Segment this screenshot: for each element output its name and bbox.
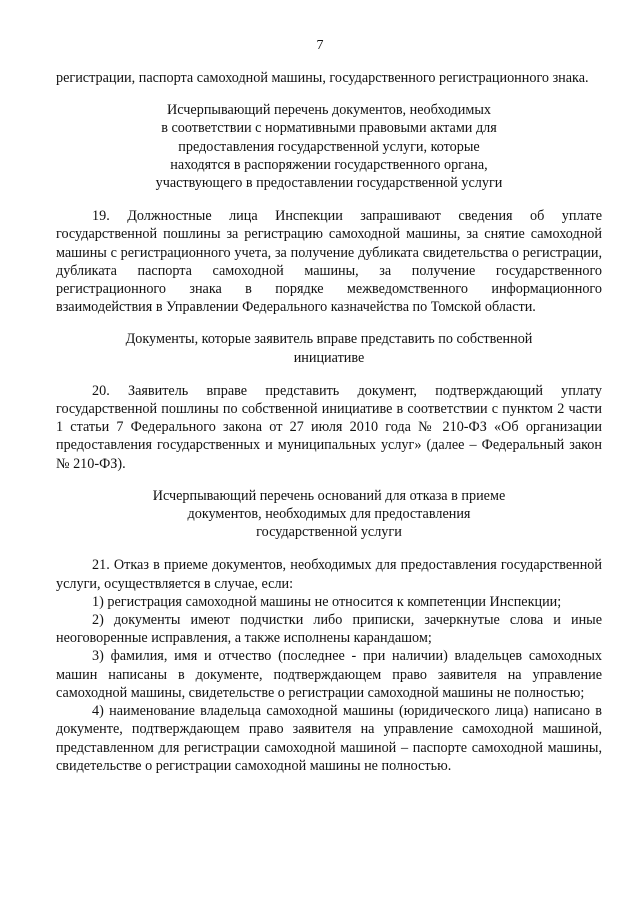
heading-line: участвующего в предоставлении государственной услуги — [155, 175, 503, 192]
list-item-21-4: 4) наименование владельца самоходной машины (юридического лица) написано в документе, подтверждающем право заявителя на управление самоходной машиной, представленном для регистрации самоходной машиной – паспорте самоходной машины, свидетельстве о регистрации самоходной машины не полностью. — [56, 703, 602, 774]
heading-line: находятся в распоряжении государственного органа, — [170, 156, 488, 173]
continuation-paragraph: регистрации, паспорта самоходной машины, государственного регистрационного знака. — [56, 70, 589, 86]
list-item-21-3: 3) фамилия, имя и отчество (последнее - при наличии) владельцев самоходных машин написаны в документе, подтверждающем право заявителя на управление самоходной машины, свидетельстве о регистрации самоходной машины не полностью; — [56, 648, 602, 701]
heading-line: документов, необходимых для предоставления — [187, 506, 471, 523]
paragraph-19: 19. Должностные лица Инспекции запрашивают сведения об уплате государственной пошлины за регистрацию самоходной машины, за снятие самоходной машины с регистрационного учета, за получение дубликата свидетельства о регистрации, дубликата паспорта самоходной машины, за получение государственного регистрационного знака в порядке межведомственного информационного взаимодействия в Управлении Федерального казначейства по Томской области. — [56, 208, 602, 316]
heading-line: в соответствии с нормативными правовыми актами для — [161, 120, 497, 137]
page-number: 7 — [316, 38, 324, 53]
paragraph-20: 20. Заявитель вправе представить документ, подтверждающий уплату государственной пошлины по собственной инициативе в соответствии с пунктом 2 части 1 статьи 7 Федерального закона от 27 июля 2010 года № 210-ФЗ «Об организации предоставления государственных и муниципальных услуг» (далее – Федеральный закон № 210-ФЗ). — [56, 382, 602, 472]
heading-line: Исчерпывающий перечень оснований для отказа в приеме — [152, 487, 506, 504]
heading-line: предоставления государственной услуги, которые — [178, 138, 480, 155]
section-heading-refusal-grounds — [76, 487, 582, 542]
section-heading-own-initiative — [76, 330, 582, 366]
heading-line: Исчерпывающий перечень документов, необходимых — [167, 102, 491, 119]
document-body — [56, 69, 602, 775]
heading-line: Документы, которые заявитель вправе представить по собственной — [125, 331, 533, 348]
list-item-21-2: 2) документы имеют подчистки либо приписки, зачеркнутые слова и иные неоговоренные исправления, а также исполнены карандашом; — [56, 612, 602, 647]
list-item-21-1: 1) регистрация самоходной машины не относится к компетенции Инспекции; — [92, 593, 562, 610]
section-heading-documents-in-possession — [76, 101, 582, 192]
paragraph-21: 21. Отказ в приеме документов, необходимых для предоставления государственной услуги, осуществляется в случае, если: — [56, 557, 602, 592]
heading-line: государственной услуги — [256, 524, 402, 541]
heading-line: инициативе — [293, 349, 365, 366]
